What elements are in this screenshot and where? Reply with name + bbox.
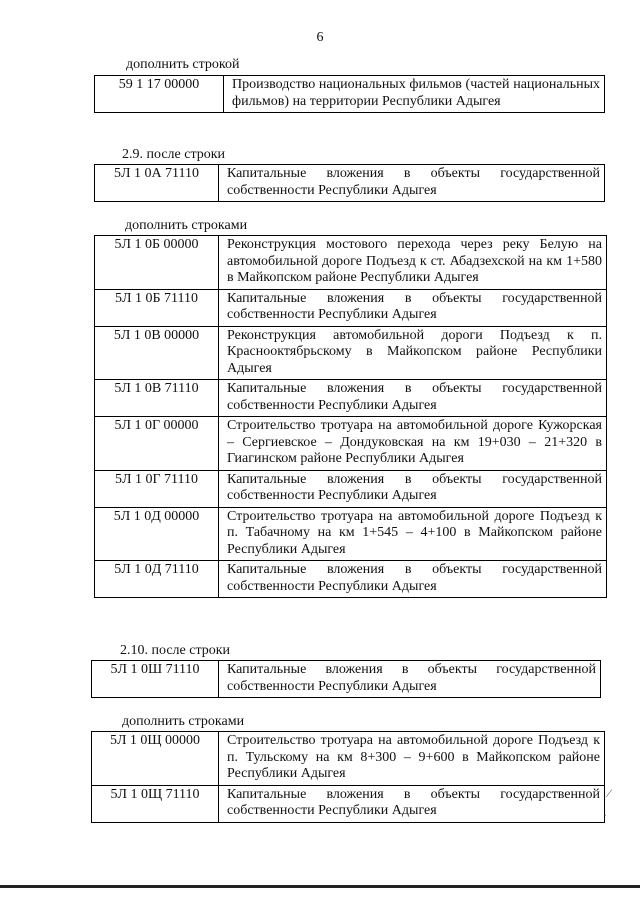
budget-code-cell: 5Л 1 0Г 71110 (95, 470, 219, 507)
budget-code-cell: 5Л 1 0В 71110 (95, 380, 219, 417)
budget-code-cell: 59 1 17 00000 (95, 76, 224, 113)
description-cell: Строительство тротуара на автомобильной дороге Подъезд к п. Табачному на км 1+545 – 4+100 в Майкопском районе Республики Адыгея (219, 507, 607, 561)
budget-code-cell: 5Л 1 0Щ 00000 (92, 732, 219, 786)
description-cell: Капитальные вложения в объекты государственной собственности Республики Адыгея (219, 165, 605, 202)
description-cell: Производство национальных фильмов (частей национальных фильмов) на территории Республики Адыгея (224, 76, 605, 113)
budget-code-cell: 5Л 1 0Д 71110 (95, 561, 219, 598)
description-cell: Капитальные вложения в объекты государственной собственности Республики Адыгея (219, 380, 607, 417)
section-caption: дополнить строкой (126, 57, 240, 72)
amendment-table (94, 75, 605, 113)
table-row (95, 417, 607, 471)
pen-mark: · (603, 808, 607, 822)
budget-code-cell: 5Л 1 0В 00000 (95, 326, 219, 380)
budget-code-cell: 5Л 1 0А 71110 (95, 165, 219, 202)
amendment-table (91, 731, 605, 823)
page-bottom-edge (0, 885, 640, 888)
table-row (92, 785, 605, 822)
table-row (95, 165, 605, 202)
table-row (92, 732, 605, 786)
section-caption: дополнить строками (125, 218, 248, 233)
description-cell: Строительство тротуара на автомобильной дороге Подъезд к п. Тульскому на км 8+300 – 9+600 в Майкопском районе Республики Адыгея (219, 732, 605, 786)
table-row (95, 380, 607, 417)
budget-code-cell: 5Л 1 0Щ 71110 (92, 785, 219, 822)
description-cell: Реконструкция мостового перехода через реку Белую на автомобильной дороге Подъезд к ст. Абадзехской на км 1+580 в Майкопском районе Республики Адыгея (219, 236, 607, 290)
page-number: 6 (316, 30, 324, 45)
table-row (95, 561, 607, 598)
table-row (95, 470, 607, 507)
description-cell: Строительство тротуара на автомобильной дороге Кужорская – Сергиевское – Дондуковская на км 19+030 – 21+320 в Гиагинском районе Республики Адыгея (219, 417, 607, 471)
amendment-table (94, 235, 607, 598)
description-cell: Реконструкция автомобильной дороги Подъезд к п. Краснооктябрьскому в Майкопском районе Республики Адыгея (219, 326, 607, 380)
budget-code-cell: 5Л 1 0Ш 71110 (92, 661, 219, 698)
section-caption: 2.10. после строки (120, 643, 231, 658)
description-cell: Капитальные вложения в объекты государственной собственности Республики Адыгея (219, 289, 607, 326)
pen-mark: ⁄ (608, 786, 611, 800)
description-cell: Капитальные вложения в объекты государственной собственности Республики Адыгея (219, 785, 605, 822)
budget-code-cell: 5Л 1 0Д 00000 (95, 507, 219, 561)
budget-code-cell: 5Л 1 0Г 00000 (95, 417, 219, 471)
description-cell: Капитальные вложения в объекты государственной собственности Республики Адыгея (219, 470, 607, 507)
table-row (95, 507, 607, 561)
table-row (95, 326, 607, 380)
amendment-table (94, 164, 605, 202)
description-cell: Капитальные вложения в объекты государственной собственности Республики Адыгея (219, 661, 601, 698)
description-cell: Капитальные вложения в объекты государственной собственности Республики Адыгея (219, 561, 607, 598)
budget-code-cell: 5Л 1 0Б 00000 (95, 236, 219, 290)
amendment-table (91, 660, 601, 698)
table-row (92, 661, 601, 698)
budget-code-cell: 5Л 1 0Б 71110 (95, 289, 219, 326)
table-row (95, 236, 607, 290)
table-row (95, 76, 605, 113)
table-row (95, 289, 607, 326)
section-caption: 2.9. после строки (122, 147, 226, 162)
section-caption: дополнить строками (122, 714, 245, 729)
